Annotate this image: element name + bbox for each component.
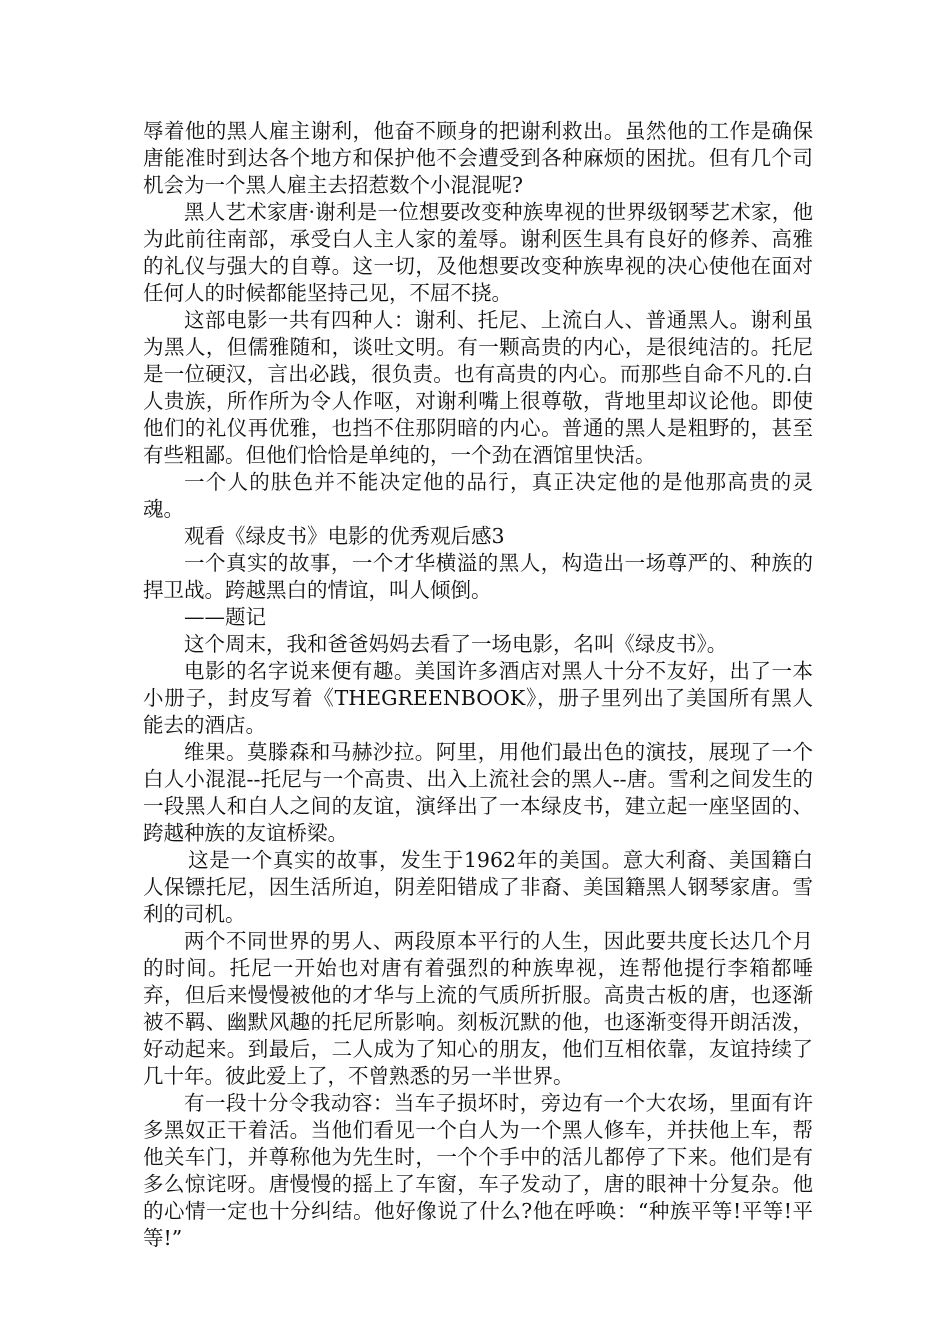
paragraph: 两个不同世界的男人、两段原本平行的人生，因此要共度长达几个月的时间。托尼一开始也对唐有着强烈的种族卑视，连帮他提行李箱都唾弃，但后来慢慢被他的才华与上流的气质所折服。高贵古板的唐，也逐渐被不羁、幽默风趣的托尼所影响。刻板沉默的他，也逐渐变得开朗活泼，好动起来。到最后，二人成为了知心的朋友，他们互相依靠，友谊持续了几十年。彼此爱上了，不曾熟悉的另一半世界。 (143, 929, 813, 1088)
paragraph: 一个人的肤色并不能决定他的品行，真正决定他的是他那高贵的灵魂。 (143, 470, 813, 521)
paragraph: 辱着他的黑人雇主谢利，他奋不顾身的把谢利救出。虽然他的工作是确保唐能准时到达各个地方和保护他不会遭受到各种麻烦的困扰。但有几个司机会为一个黑人雇主去招惹数个小混混呢? (143, 119, 813, 197)
paragraph: 这是一个真实的故事，发生于1962年的美国。意大利裔、美国籍白人保镖托尼，因生活所迫，阴差阳错成了非裔、美国籍黑人钢琴家唐。雪利的司机。 (143, 848, 813, 926)
paragraph: 这部电影一共有四种人：谢利、托尼、上流白人、普通黑人。谢利虽为黑人，但儒雅随和，谈吐文明。有一颗高贵的内心，是很纯洁的。托尼是一位硬汉，言出必践，很负责。也有高贵的内心。而那些自命不凡的.白人贵族，所作所为令人作呕，对谢利嘴上很尊敬，背地里却议论他。即使他们的礼仪再优雅，也挡不住那阴暗的内心。普通的黑人是粗野的，甚至有些粗鄙。但他们恰恰是单纯的，一个劲在酒馆里快活。 (143, 308, 813, 467)
paragraph: 一个真实的故事，一个才华横溢的黑人，构造出一场尊严的、种族的捍卫战。跨越黑白的情谊，叫人倾倒。 (143, 551, 813, 602)
paragraph: 电影的名字说来便有趣。美国许多酒店对黑人十分不友好，出了一本小册子，封皮写着《THEGREENBOOK》，册子里列出了美国所有黑人能去的酒店。 (143, 659, 813, 737)
section-heading: 观看《绿皮书》电影的优秀观后感3 (184, 524, 505, 548)
paragraph: 有一段十分令我动容：当车子损坏时，旁边有一个大农场，里面有许多黑奴正干着活。当他们看见一个白人为一个黑人修车，并扶他上车，帮他关车门，并尊称他为先生时，一个个手中的活儿都停了下来。他们是有多么惊诧呀。唐慢慢的摇上了车窗，车子发动了，唐的眼神十分复杂。他的心情一定也十分纠结。他好像说了什么?他在呼唤：“种族平等!平等!平等!” (143, 1091, 813, 1250)
epigraph-attribution: ——题记 (184, 605, 266, 629)
paragraph: 这个周末，我和爸爸妈妈去看了一场电影，名叫《绿皮书》。 (184, 632, 728, 656)
document-body (143, 118, 813, 1252)
paragraph: 黑人艺术家唐·谢利是一位想要改变种族卑视的世界级钢琴艺术家，他为此前往南部，承受白人主人家的羞辱。谢利医生具有良好的修养、高雅的礼仪与强大的自尊。这一切，及他想要改变种族卑视的决心使他在面对任何人的时候都能坚持己见，不屈不挠。 (143, 200, 813, 305)
paragraph: 维果。莫滕森和马赫沙拉。阿里，用他们最出色的演技，展现了一个白人小混混--托尼与一个高贵、出入上流社会的黑人--唐。雪利之间发生的一段黑人和白人之间的友谊，演绎出了一本绿皮书，建立起一座坚固的、跨越种族的友谊桥梁。 (143, 740, 813, 845)
